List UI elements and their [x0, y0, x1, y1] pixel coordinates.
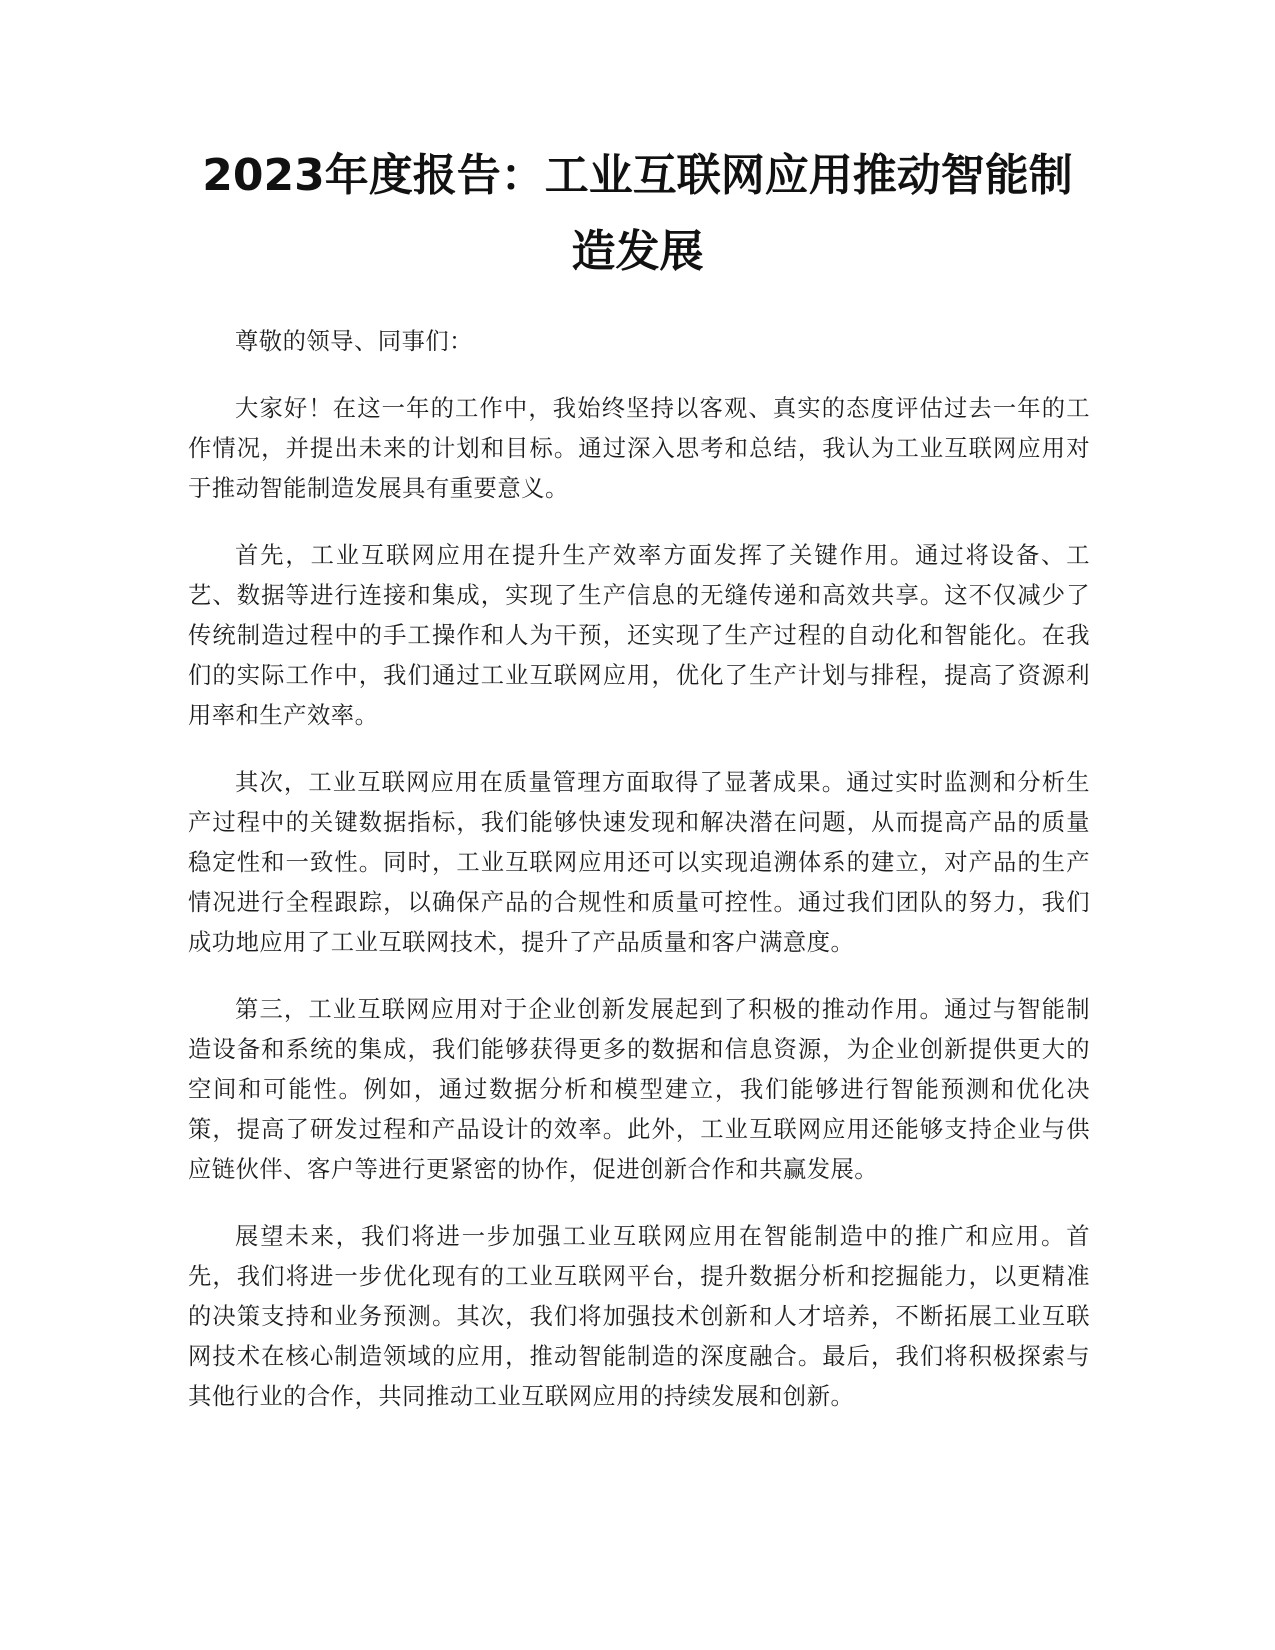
paragraph: 其次，工业互联网应用在质量管理方面取得了显著成果。通过实时监测和分析生产过程中的关键数据指标，我们能够快速发现和解决潜在问题，从而提高产品的质量稳定性和一致性。同时，工业互联网应用还可以实现追溯体系的建立，对产品的生产情况进行全程跟踪，以确保产品的合规性和质量可控性。通过我们团队的努力，我们成功地应用了工业互联网技术，提升了产品质量和客户满意度。 [188, 769, 1090, 956]
paragraph: 首先，工业互联网应用在提升生产效率方面发挥了关键作用。通过将设备、工艺、数据等进行连接和集成，实现了生产信息的无缝传递和高效共享。这不仅减少了传统制造过程中的手工操作和人为干预，还实现了生产过程的自动化和智能化。在我们的实际工作中，我们通过工业互联网应用，优化了生产计划与排程，提高了资源利用率和生产效率。 [188, 542, 1090, 729]
paragraph: 大家好！在这一年的工作中，我始终坚持以客观、真实的态度评估过去一年的工作情况，并提出未来的计划和目标。通过深入思考和总结，我认为工业互联网应用对于推动智能制造发展具有重要意义。 [188, 395, 1090, 502]
document-body [188, 322, 1090, 1444]
paragraph: 第三，工业互联网应用对于企业创新发展起到了积极的推动作用。通过与智能制造设备和系统的集成，我们能够获得更多的数据和信息资源，为企业创新提供更大的空间和可能性。例如，通过数据分析和模型建立，我们能够进行智能预测和优化决策，提高了研发过程和产品设计的效率。此外，工业互联网应用还能够支持企业与供应链伙伴、客户等进行更紧密的协作，促进创新合作和共赢发展。 [188, 996, 1090, 1183]
paragraph: 展望未来，我们将进一步加强工业互联网应用在智能制造中的推广和应用。首先，我们将进一步优化现有的工业互联网平台，提升数据分析和挖掘能力，以更精准的决策支持和业务预测。其次，我们将加强技术创新和人才培养，不断拓展工业互联网技术在核心制造领域的应用，推动智能制造的深度融合。最后，我们将积极探索与其他行业的合作，共同推动工业互联网应用的持续发展和创新。 [188, 1223, 1090, 1410]
greeting: 尊敬的领导、同事们： [235, 328, 473, 355]
document-title: 2023年度报告：工业互联网应用推动智能制造发展 [202, 150, 1073, 277]
